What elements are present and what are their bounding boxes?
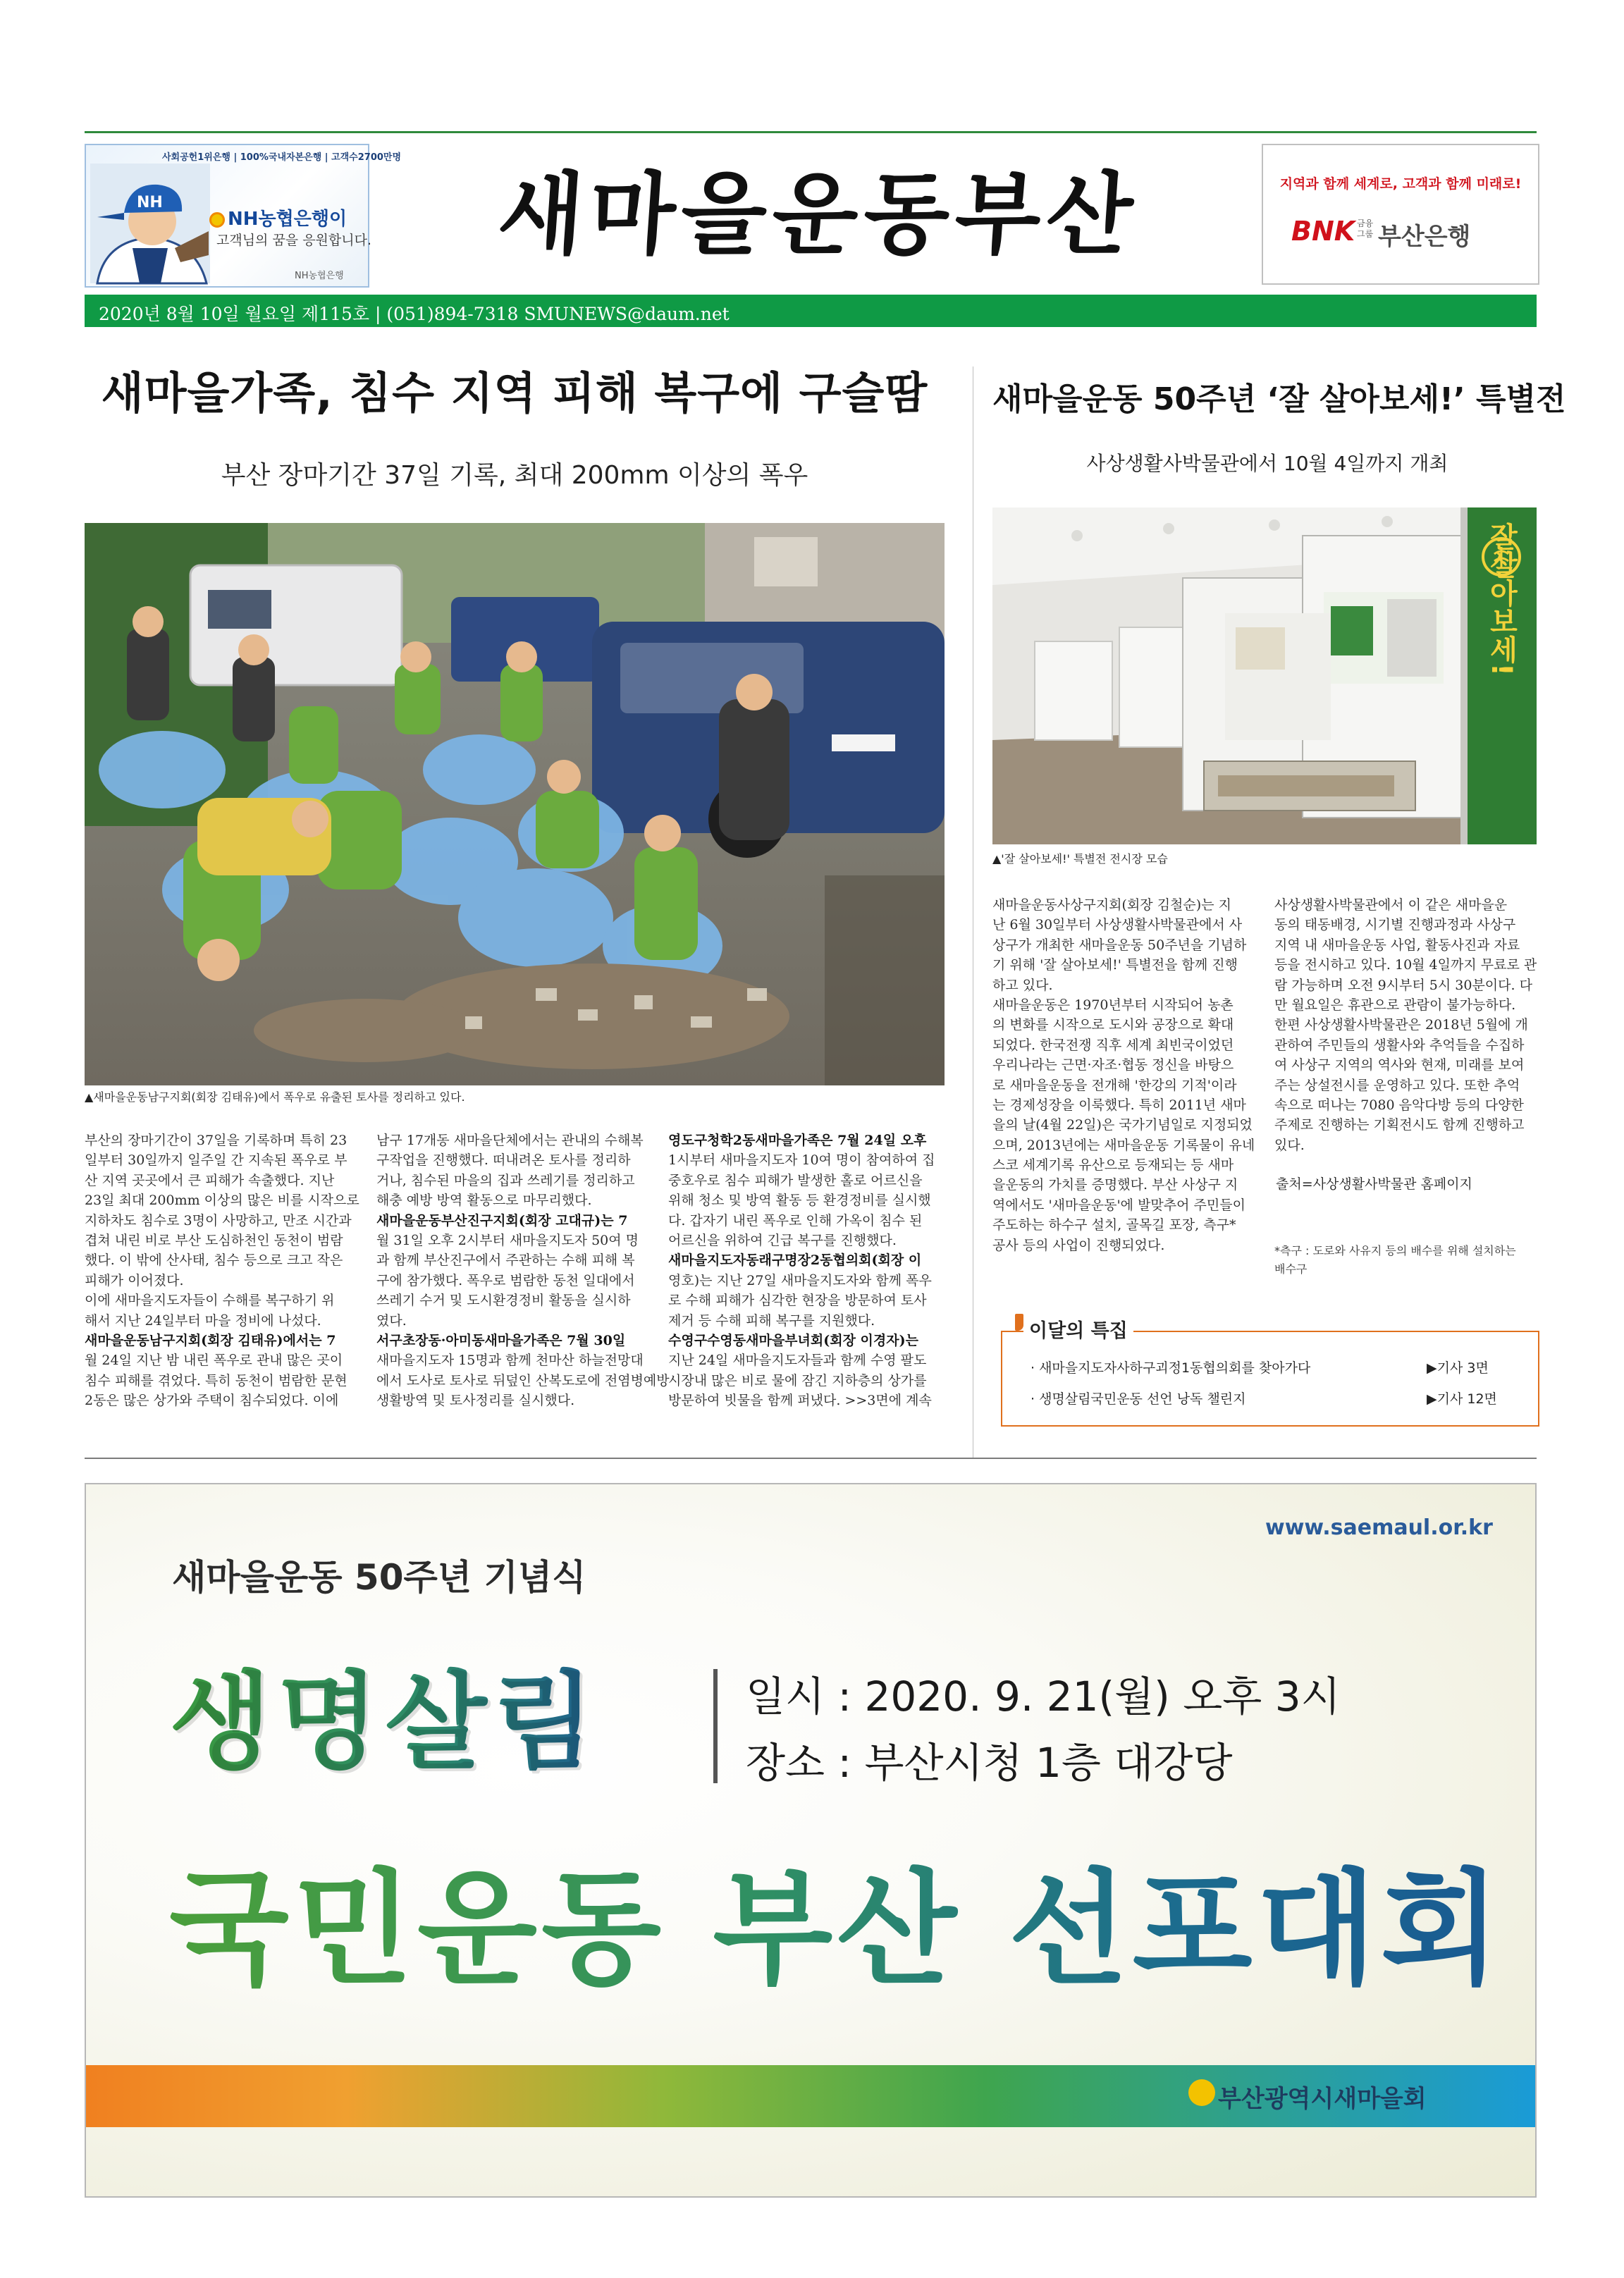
nh-bank-ad[interactable] [85,144,402,288]
top-rule [85,131,1537,133]
text-line: 동의 태동배경, 시기별 진행과정과 사상구 [1274,917,1516,933]
nh-tagline: 고객님의 꿈을 응원합니다. [216,233,372,248]
text-line: 월 24일 지난 밤 내린 폭우로 관내 많은 곳이 [85,1353,343,1369]
text-line: 거나, 침수된 마을의 집과 쓰레기를 정리하고 [376,1172,635,1188]
text-line: 만 월요일은 휴관으로 관람이 불가능하다. [1274,997,1516,1013]
text-line: 공사 등의 사업이 진행되었다. [992,1237,1165,1253]
text-line: 난 6월 30일부터 사상생활사박물관에서 사 [992,917,1243,933]
text-line: 있다. [1274,1137,1305,1153]
text-line: 일부터 30일까지 일주일 간 지속된 폭우로 부 [85,1152,347,1169]
story1-column-2 [376,1131,670,1410]
bnk-logo: BNK [1291,216,1355,247]
text-line: 제거 등 수해 피해 복구를 지원했다. [668,1312,875,1329]
banner-url-link[interactable]: www.saemaul.or.kr [1265,1515,1493,1540]
text-line: 로 수해 피해가 심각한 현장을 방문하여 토사 [668,1293,927,1309]
story2-column-2 [1274,895,1537,1155]
text-line: 새마을운동사상구지회(회장 김철순)는 지 [992,897,1231,913]
story2-column-1 [992,895,1255,1255]
story1-column-3 [668,1131,945,1410]
story2-photo-caption: ▲'잘 살아보세!' 특별전 전시장 모습 [992,852,1168,866]
text-line: 으며, 2013년에는 새마을운동 기록물이 유네 [992,1137,1255,1153]
saemaul-logo-icon [1188,2079,1215,2106]
text-line: 의 변화를 시작으로 도시와 공장으로 확대 [992,1017,1234,1033]
banner-headline-2: 국민운동 부산 선포대회 [169,1830,1505,2008]
text-line: 시장내 많은 비로 물에 잠긴 지하층의 상가를 [668,1372,927,1389]
exhibit-sign-text: 잘살아보세! [1485,522,1518,677]
text-line: 에서 도사로 토사로 뒤덮인 산복도로에 전염병예방 [376,1372,670,1389]
text-line: 상구가 개최한 새마을운동 50주년을 기념하 [992,937,1247,953]
text-line: 했다. 이 밖에 산사태, 침수 등으로 크고 작은 [85,1252,343,1269]
monthly-special-title: 이달의 특집 [1023,1315,1133,1343]
nh-logo-icon [209,212,225,228]
story2-source: 출처=사상생활사박물관 홈페이지 [1276,1176,1472,1192]
text-line: 이에 새마을지도자들이 수해를 복구하기 위 [85,1293,335,1309]
story2-subhead: 사상생활사박물관에서 10월 4일까지 개최 [1086,452,1448,475]
text-line: 구에 참가했다. 폭우로 범람한 동천 일대에서 [376,1272,635,1288]
footnote-line: *측구 : 도로와 사유지 등의 배수를 위해 설치하는 [1274,1244,1516,1257]
nh-small-logo: NH농협은행 [295,271,344,281]
text-line: 과 함께 부산진구에서 주관하는 수해 피해 복 [376,1252,635,1269]
text-line: 역에서도 '새마을운동'에 발맞추어 주민들이 [992,1197,1245,1213]
issue-info: 2020년 8월 10일 월요일 제115호 | (051)894-7318 SMUNEWS@daum.net [99,304,730,324]
text-line: 되었다. 한국전쟁 직후 세계 최빈국이었던 [992,1037,1234,1053]
text-line: 서구초장동·아미동새마을가족은 7월 30일 [376,1332,626,1348]
nh-ad-slogans: 사회공헌1위은행 | 100%국내자본은행 | 고객수2700만명 [162,152,402,163]
special-item-ref[interactable]: ▶기사 12면 [1427,1391,1497,1407]
text-line: 주제로 진행하는 기획전시도 함께 진행하고 [1274,1117,1525,1133]
section-divider [85,1458,1537,1459]
text-line: 월 31일 오후 2시부터 새마을지도자 50여 명 [376,1232,639,1248]
text-line: 위해 청소 및 방역 활동 등 환경정비를 실시했 [668,1193,931,1209]
text-line: 한편 사상생활사박물관은 2018년 5월에 개 [1274,1017,1528,1033]
text-line: 여 사상구 지역의 역사와 현재, 미래를 보여 [1274,1057,1525,1073]
text-line: 는 경제성장을 이룩했다. 특히 2011년 새마 [992,1097,1246,1113]
text-line: 침수 피해를 겪었다. 특히 동천이 범람한 문현 [85,1372,347,1389]
special-mark-icon [1015,1314,1023,1331]
story1-column-1 [85,1131,361,1410]
text-line: 2동은 많은 상가와 주택이 침수되었다. 이에 [85,1393,339,1409]
text-line: 해충 예방 방역 활동으로 마무리했다. [376,1193,592,1209]
text-line: 중호우로 침수 피해가 발생한 홀로 어르신을 [668,1172,923,1188]
banner-place: 장소 : 부산시청 1층 대강당 [746,1739,1233,1787]
text-line: 생활방역 및 토사정리를 실시했다. [376,1393,575,1409]
footnote-line: 배수구 [1274,1262,1308,1276]
bnk-busan-bank-ad[interactable] [1262,144,1539,285]
text-line: 23일 최대 200mm 이상의 많은 비를 시작으로 [85,1193,359,1209]
nh-brand-text: NH농협은행이 [228,209,347,230]
baseball-player-illustration [90,164,210,283]
exhibition-hall-photo [992,507,1537,844]
text-line: 겹쳐 내린 비로 부산 도심하천인 동천이 범람 [85,1232,343,1248]
story1-subhead: 부산 장마기간 37일 기록, 최대 200mm 이상의 폭우 [221,461,808,490]
text-line: 등을 전시하고 있다. 10월 4일까지 무료로 관 [1274,957,1537,973]
story2-footnote [1274,1242,1516,1279]
banner-top-line: 새마을운동 50주년 기념식 [172,1557,586,1598]
text-line: 지역 내 새마을운동 사업, 활동사진과 자료 [1274,937,1520,953]
flood-cleanup-photo [85,523,945,1085]
text-line: 1시부터 새마을지도자 10여 명이 참여하여 집 [668,1152,935,1169]
text-line: 지난 24일 새마을지도자들과 함께 수영 팔도 [668,1353,927,1369]
text-line: 남구 17개동 새마을단체에서는 관내의 수해복 [376,1133,644,1148]
text-line: 하고 있다. [992,977,1053,993]
special-item-title[interactable]: · 새마을지도자사하구괴정1동협의회를 찾아가다 [1031,1360,1311,1376]
text-line: 로 새마을운동을 전개해 '한강의 기적'이라 [992,1077,1237,1093]
text-line: 부산의 장마기간이 37일을 기록하며 특히 23 [85,1133,347,1148]
text-line: 을운동의 가치를 증명했다. 부산 사상구 지 [992,1177,1238,1193]
text-line: 구작업을 진행했다. 떠내려온 토사를 정리하 [376,1152,631,1169]
special-item-title[interactable]: · 생명살림국민운동 선언 낭독 챌린지 [1031,1391,1246,1407]
bnk-bank-name: 부산은행 [1378,223,1471,251]
text-line: 스코 세계기록 유산으로 등재되는 등 새마 [992,1157,1234,1174]
text-line: 기 위해 '잘 살아보세!' 특별전을 함께 진행 [992,957,1238,973]
text-line: 영호)는 지난 27일 새마을지도자와 함께 폭우 [668,1272,932,1288]
banner-date: 일시 : 2020. 9. 21(월) 오후 3시 [746,1673,1341,1720]
story1-photo-caption: ▲새마을운동남구지회(회장 김태유)에서 폭우로 유출된 토사를 정리하고 있다. [85,1090,465,1104]
bnk-group-label: 금융그룹 [1357,218,1374,239]
text-line: 주는 상설전시를 운영하고 있다. 또한 추억 [1274,1077,1520,1093]
newspaper-title: 새마을운동부산 [494,162,1142,266]
text-line: 산 지역 곳곳에서 큰 피해가 속출했다. 지난 [85,1172,335,1188]
text-line: 피해가 이어졌다. [85,1272,184,1288]
text-line: 새마을운동남구지회(회장 김태유)에서는 7 [85,1332,336,1348]
text-line: 사상생활사박물관에서 이 같은 새마을운 [1274,897,1508,913]
text-line: 해서 지난 24일부터 마을 정비에 나섰다. [85,1312,321,1329]
text-line: 관하여 주민들의 생활사와 추억들을 수집하 [1274,1037,1525,1053]
continued-line[interactable]: 방문하여 빗물을 함께 퍼냈다. >>3면에 계속 [668,1393,932,1409]
text-line: 수영구수영동새마을부녀회(회장 이경자)는 [668,1332,918,1348]
banner-headline-1: 생명살림 [169,1637,601,1789]
text-line: 새마을운동부산진구지회(회장 고대규)는 7 [376,1212,628,1229]
text-line: 쓰레기 수거 및 도시환경정비 활동을 실시하 [376,1293,631,1309]
story2-headline: 새마을운동 50주년 ‘잘 살아보세!’ 특별전 [992,381,1566,417]
text-line: 새마을지도자 15명과 함께 천마산 하늘전망대 [376,1353,644,1369]
text-line: 지하차도 침수로 3명이 사망하고, 만조 시간과 [85,1212,352,1229]
story1-headline: 새마을가족, 침수 지역 피해 복구에 구슬땀 [101,367,928,419]
banner-organization: 부산광역시새마을회 [1218,2085,1427,2113]
text-line: 속으로 떠나는 7080 음악다방 등의 다양한 [1274,1097,1524,1113]
nh-brand-line [209,204,347,230]
text-line: 을의 날(4월 22일)은 국가기념일로 지정되었 [992,1117,1253,1133]
text-line: 람 가능하며 오전 9시부터 5시 30분이다. 다 [1274,977,1532,993]
text-line: 주도하는 하수구 설치, 골목길 포장, 측구* [992,1217,1236,1233]
text-line: 다. 갑자기 내린 폭우로 인해 가옥이 침수 된 [668,1212,923,1229]
bnk-slogan: 지역과 함께 세계로, 고객과 함께 미래로! [1279,176,1522,192]
banner-divider [713,1669,718,1783]
cap-logo: NH [137,194,163,211]
text-line: 어르신을 위하여 긴급 복구를 진행했다. [668,1232,897,1248]
text-line: 영도구청학2동새마을가족은 7월 24일 오후 [668,1133,927,1148]
text-line: 새마을운동은 1970년부터 시작되어 농촌 [992,997,1234,1013]
text-line: 새마을지도자동래구명장2동협의회(회장 이 [668,1252,922,1269]
text-line: 우리나라는 근면·자조·협동 정신을 바탕으 [992,1057,1234,1073]
special-item-ref[interactable]: ▶기사 3면 [1427,1360,1489,1376]
text-line: 였다. [376,1312,407,1329]
monthly-special-box [1001,1331,1539,1427]
